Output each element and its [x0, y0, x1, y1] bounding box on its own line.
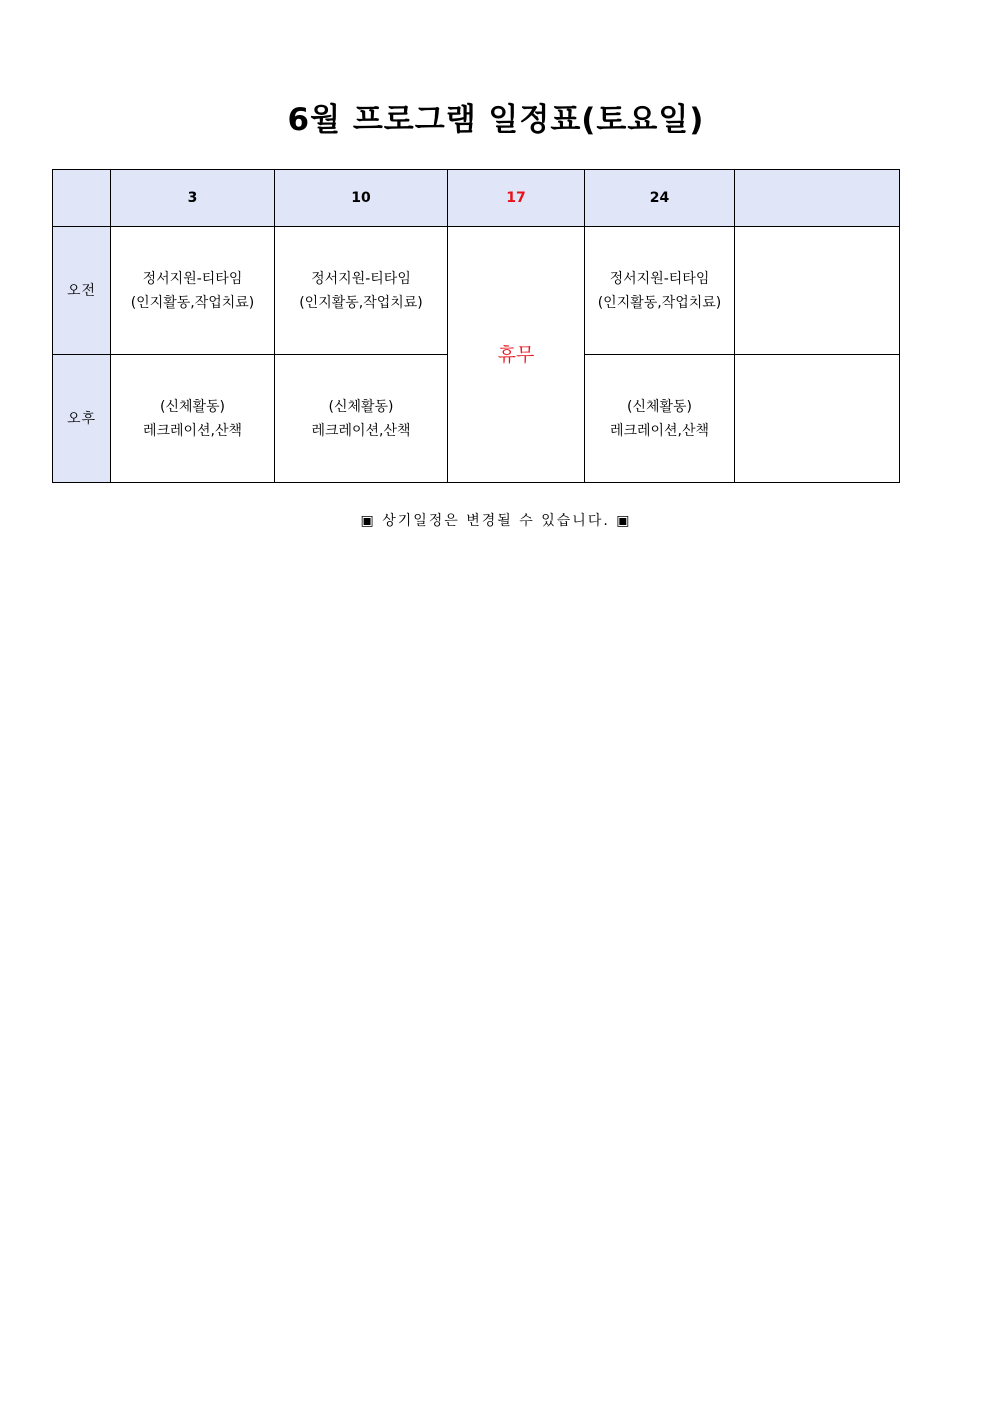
- activity-line: (신체활동): [328, 398, 394, 415]
- footer-note: ▣ 상기일정은 변경될 수 있습니다. ▣: [360, 513, 632, 529]
- schedule-cell-empty: [735, 227, 900, 355]
- row-label-morning: 오전: [53, 227, 111, 355]
- activity-line: (신체활동): [626, 398, 693, 415]
- activity-line: 정서지원-티타임: [142, 270, 243, 287]
- activity-line: (인지활동,작업치료): [130, 294, 255, 311]
- holiday-cell: 휴무: [448, 227, 585, 483]
- date-header: 10: [275, 170, 448, 227]
- activity-line: 레크레이션,산책: [142, 422, 243, 439]
- schedule-cell: [585, 355, 735, 483]
- morning-row: [53, 227, 900, 355]
- schedule-cell-empty: [735, 355, 900, 483]
- schedule-cell: [585, 227, 735, 355]
- date-header-row: [53, 170, 900, 227]
- schedule-cell: [275, 355, 448, 483]
- schedule-cell: [275, 227, 448, 355]
- activity-line: (인지활동,작업치료): [299, 294, 423, 311]
- date-header-holiday: 17: [448, 170, 585, 227]
- activity-line: 레크레이션,산책: [311, 422, 411, 439]
- activity-line: (신체활동): [159, 398, 226, 415]
- schedule-table: [52, 169, 900, 483]
- schedule-cell: [111, 227, 275, 355]
- activity-line: (인지활동,작업치료): [597, 294, 722, 311]
- row-label-afternoon: 오후: [53, 355, 111, 483]
- corner-cell: [53, 170, 111, 227]
- activity-line: 정서지원-티타임: [311, 270, 411, 287]
- activity-line: 레크레이션,산책: [609, 422, 710, 439]
- page-title: 6월 프로그램 일정표(토요일): [287, 102, 705, 138]
- schedule-cell: [111, 355, 275, 483]
- date-header: [735, 170, 900, 227]
- activity-line: 정서지원-티타임: [609, 270, 710, 287]
- date-header: 24: [585, 170, 735, 227]
- date-header: 3: [111, 170, 275, 227]
